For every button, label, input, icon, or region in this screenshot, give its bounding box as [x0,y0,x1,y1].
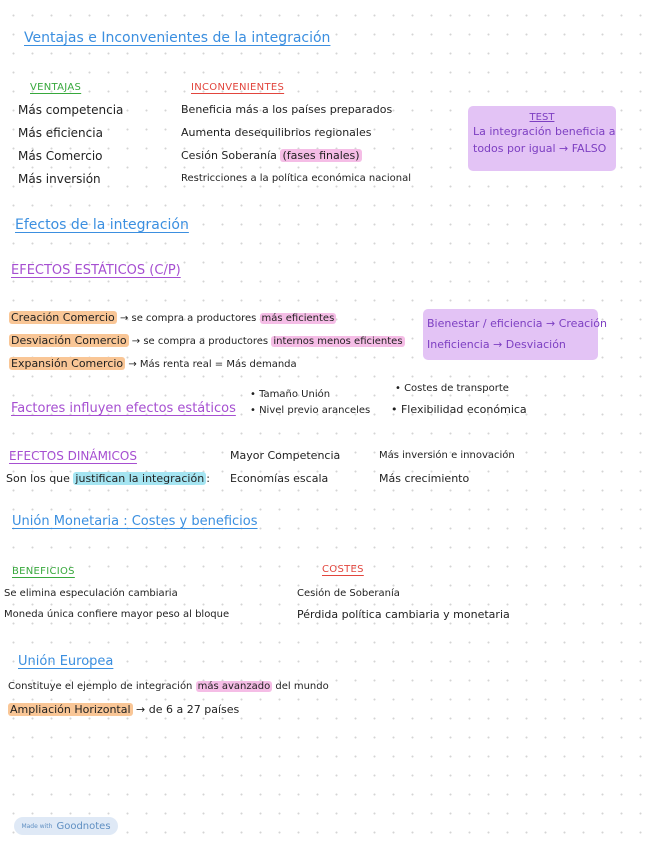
goodnotes-badge[interactable] [14,817,118,835]
highlight: (fases finales) [282,149,360,162]
ventaja-item: Más Comercio [18,149,103,163]
union-monetaria-title: Unión Monetaria : Costes y beneficios [12,514,258,529]
made-with-label: Made with [21,822,53,830]
dinamicos-intro: Son los que justifican la integración : [6,472,210,485]
ventajas-header: VENTAJAS [30,82,82,93]
factor-item: • Flexibilidad económica [391,403,527,416]
ventaja-item: Más inversión [18,172,101,186]
inconvenientes-header: INCONVENIENTES [191,82,285,93]
section-title-efectos: Efectos de la integración [15,217,189,233]
ventaja-item: Más eficiencia [18,126,103,140]
test-box-line: todos por igual → FALSO [473,142,607,155]
creacion-line: Creación Comercio → se compra a productores más eficientes [11,311,335,324]
test-box [468,106,616,171]
inconveniente-item: Restricciones a la política económica nacional [181,173,412,184]
goodnotes-logo: Goodnotes [56,820,111,832]
inconveniente-item: Beneficia más a los países preparados [181,103,393,116]
highlight: internos menos eficientes [273,336,403,347]
dinamicos-item: Más crecimiento [379,472,470,485]
costes-header: COSTES [322,564,364,575]
page-title: Ventajas e Inconvenientes de la integración [24,30,331,46]
highlight: Ampliación Horizontal [10,703,131,716]
test-box-line: La integración beneficia a [473,125,616,138]
ventaja-item: Más competencia [18,103,124,117]
dinamicos-item: Mayor Competencia [230,449,341,462]
coste-item: Cesión de Soberanía [297,588,400,599]
ue-line: Ampliación Horizontal → de 6 a 27 países [10,703,240,716]
highlight: justifican la integración [75,472,205,485]
desviacion-line: Desviación Comercio → se compra a productores internos menos eficientes [11,334,403,347]
bienestar-line: Bienestar / eficiencia → Creación [427,317,607,330]
highlight: más eficientes [261,313,335,324]
factor-item: • Tamaño Unión [250,389,331,400]
highlight: Desviación Comercio [11,334,127,347]
expansion-line: Expansión Comercio → Más renta real = Más demanda [11,357,297,370]
factores-title: Factores influyen efectos estáticos [11,401,236,416]
beneficios-header: BENEFICIOS [12,566,75,577]
bienestar-line: Ineficiencia → Desviación [427,338,566,351]
estaticos-title: EFECTOS ESTÁTICOS (C/P) [11,263,181,278]
factor-item: • Costes de transporte [395,383,509,394]
dinamicos-item: Más inversión e innovación [379,450,515,461]
union-europea-title: Unión Europea [18,654,114,669]
highlight: Expansión Comercio [11,357,124,370]
ue-line: Constituye el ejemplo de integración más avanzado del mundo [8,681,329,692]
coste-item: Pérdida política cambiaria y monetaria [297,608,510,621]
highlight: Creación Comercio [11,311,115,324]
beneficio-item: Se elimina especulación cambiaria [4,588,178,599]
dinamicos-item: Economías escala [230,472,329,485]
beneficio-item: Moneda única confiere mayor peso al bloque [4,609,230,620]
test-box-title: TEST [529,112,555,123]
bienestar-box [423,309,607,360]
inconveniente-item: Aumenta desequilibrios regionales [181,126,372,139]
highlight: más avanzado [197,681,271,692]
dinamicos-title: EFECTOS DINÁMICOS [9,449,137,463]
factor-item: • Nivel previo aranceles [250,405,371,416]
inconveniente-item: Cesión Soberanía (fases finales) [181,149,360,162]
